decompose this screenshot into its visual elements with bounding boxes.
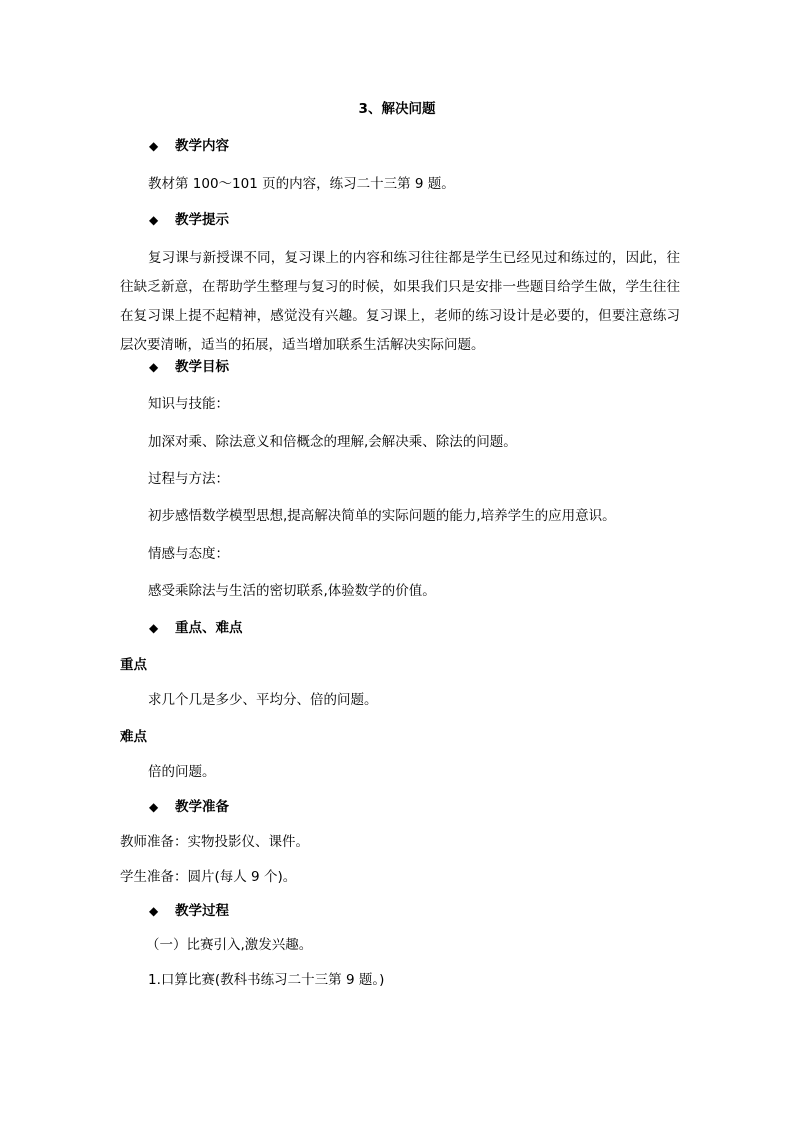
prep-teacher: 教师准备：实物投影仪、课件。 — [120, 834, 309, 850]
diamond-bullet-icon: ◆ — [149, 360, 159, 374]
difficulty-text: 倍的问题。 — [148, 764, 216, 780]
diamond-bullet-icon: ◆ — [149, 139, 159, 153]
goal-knowledge-label: 知识与技能： — [148, 396, 229, 412]
goal-emotion-text: 感受乘除法与生活的密切联系,体验数学的价值。 — [148, 583, 436, 599]
goal-process-text: 初步感悟数学模型思想,提高解决简单的实际问题的能力,培养学生的应用意识。 — [148, 508, 616, 524]
section-heading-hint: ◆ 教学提示 — [149, 212, 229, 228]
goal-emotion-label: 情感与态度： — [148, 546, 229, 562]
diamond-bullet-icon: ◆ — [149, 621, 159, 635]
section-heading-goal: ◆ 教学目标 — [149, 359, 229, 375]
diamond-bullet-icon: ◆ — [149, 213, 159, 227]
page-title: 3、解决问题 — [358, 101, 436, 117]
section-heading-prep: ◆ 教学准备 — [149, 799, 229, 815]
goal-knowledge-text: 加深对乘、除法意义和倍概念的理解,会解决乘、除法的问题。 — [148, 434, 517, 450]
diamond-bullet-icon: ◆ — [149, 904, 159, 918]
process-item-1: 1.口算比赛(教科书练习二十三第 9 题。) — [148, 972, 385, 988]
key-label: 重点 — [120, 657, 147, 673]
process-step-1: （一）比赛引入,激发兴趣。 — [146, 937, 313, 953]
goal-process-label: 过程与方法： — [148, 471, 229, 487]
diamond-bullet-icon: ◆ — [149, 800, 159, 814]
section-heading-content: ◆ 教学内容 — [149, 138, 229, 154]
difficulty-label: 难点 — [120, 729, 147, 745]
prep-student: 学生准备：圆片(每人 9 个)。 — [120, 869, 297, 885]
section-heading-key: ◆ 重点、难点 — [149, 620, 243, 636]
key-text: 求几个几是多少、平均分、倍的问题。 — [148, 692, 378, 708]
section-heading-process: ◆ 教学过程 — [149, 903, 229, 919]
content-text: 教材第 100～101 页的内容，练习二十三第 9 题。 — [148, 176, 455, 192]
hint-paragraph: 复习课与新授课不同，复习课上的内容和练习往往都是学生已经见过和练过的，因此，往往缺乏新意，在帮助学生整理与复习的时候，如果我们只是安排一些题目给学生做，学生往往在复习课上提不起精神，感觉没有兴趣。复习课上，老师的练习设计是必要的，但要注意练习层次要清晰，适当的拓展，适当增加联系生活解决实际问题。 — [120, 250, 680, 353]
